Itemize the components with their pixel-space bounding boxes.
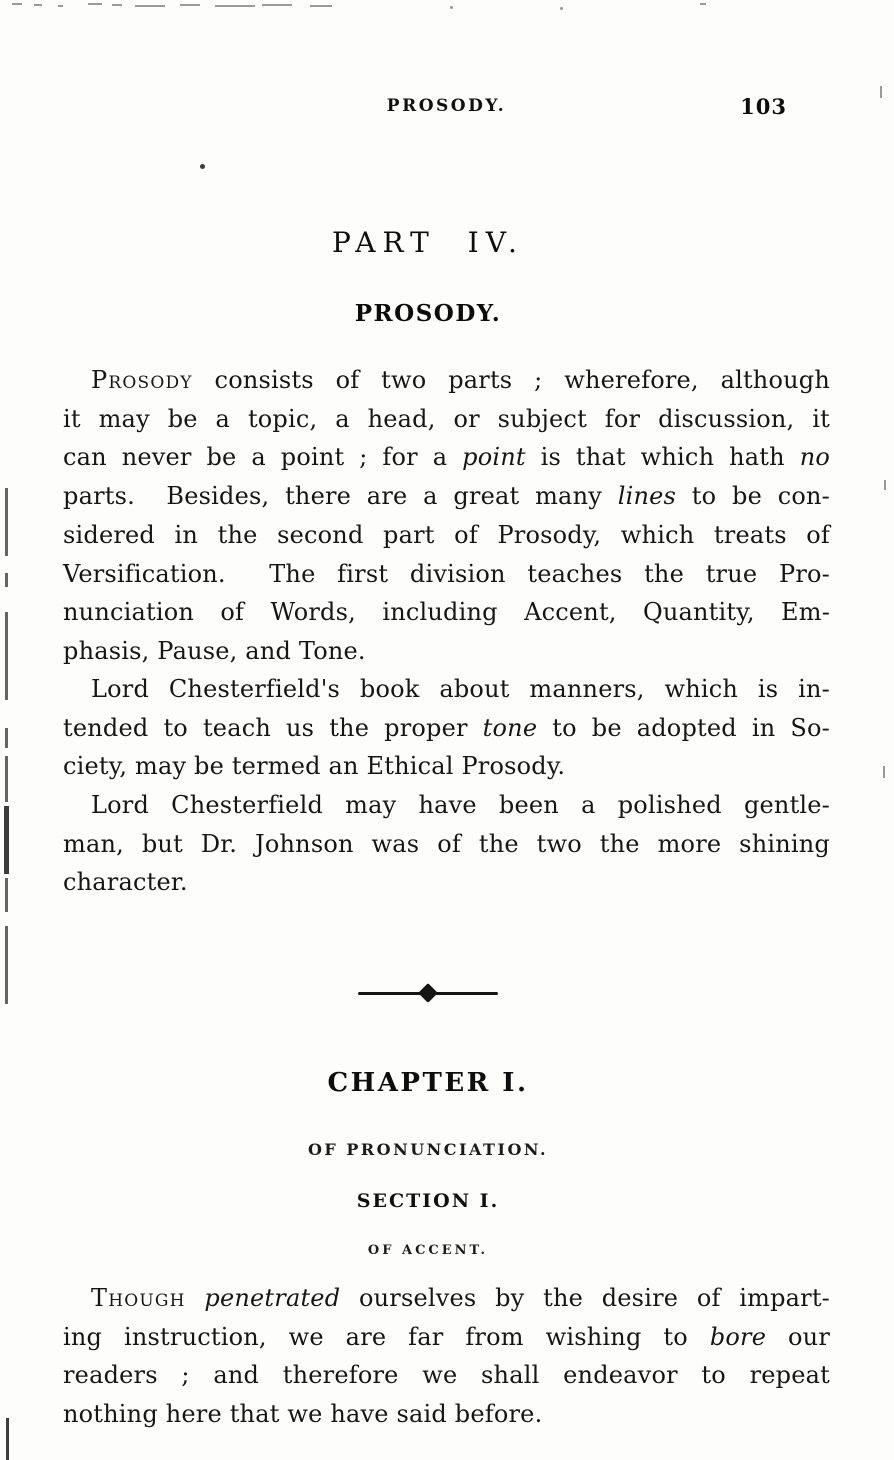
scan-artifact <box>5 573 8 587</box>
text-line: sidered in the second part of Prosody, which treats of <box>63 520 830 549</box>
page-number: 103 <box>740 94 787 119</box>
scan-artifact <box>5 926 8 1004</box>
section-title: SECTION I. <box>356 1190 500 1212</box>
scan-artifact <box>200 164 205 169</box>
text-line: nothing here that we have said before. <box>63 1400 543 1429</box>
scan-artifact <box>215 5 255 7</box>
text-line: character. <box>63 868 188 897</box>
scan-artifact <box>58 5 63 7</box>
text-line: Prosody consists of two parts ; wherefore, although <box>91 366 830 394</box>
scan-artifact <box>34 4 42 6</box>
chapter-title: CHAPTER I. <box>327 1068 529 1098</box>
text-line: ciety, may be termed an Ethical Prosody. <box>63 752 566 781</box>
part-title: PART IV. <box>332 226 524 259</box>
scan-artifact <box>5 878 8 912</box>
paragraph-though-penetrated <box>63 1279 830 1434</box>
text-line: readers ; and therefore we shall endeavor to repeat <box>63 1361 830 1390</box>
running-title: PROSODY. <box>386 96 507 116</box>
text-line: phasis, Pause, and Tone. <box>63 636 366 665</box>
scan-artifact <box>450 6 453 9</box>
chapter-subtitle: OF PRONUNCIATION. <box>307 1140 549 1159</box>
text-line: Versification. The first division teaches the true Pro- <box>63 559 830 588</box>
text-line: nunciation of Words, including Accent, Quantity, Em- <box>63 598 830 627</box>
paragraph-prosody-parts <box>63 361 830 671</box>
scan-artifact <box>4 806 9 874</box>
divider-diamond-icon <box>418 983 438 1003</box>
text-line: Though penetrated ourselves by the desire of impart- <box>91 1284 830 1312</box>
text-line: it may be a topic, a head, or subject for discussion, it <box>63 404 830 433</box>
scan-artifact <box>88 3 102 5</box>
text-line: Lord Chesterfield's book about manners, which is in- <box>91 675 830 703</box>
scan-artifact <box>883 766 885 778</box>
part-subtitle: PROSODY. <box>354 300 502 327</box>
text-line: Lord Chesterfield may have been a polished gentle- <box>91 791 830 819</box>
section-subtitle: OF ACCENT. <box>367 1243 489 1258</box>
scan-artifact <box>5 756 8 802</box>
scan-artifact <box>6 1418 9 1460</box>
running-header <box>63 96 830 124</box>
scan-artifact <box>884 480 886 490</box>
scan-artifact <box>310 5 332 7</box>
scan-artifact <box>112 4 122 6</box>
text-line: ing instruction, we are far from wishing to bore our <box>63 1322 830 1351</box>
scan-artifact <box>262 4 292 6</box>
scan-artifact <box>700 3 706 5</box>
scan-artifact <box>560 7 563 10</box>
scan-artifact <box>12 3 22 5</box>
text-line: can never be a point ; for a point is that which hath no <box>63 443 830 472</box>
text-line: man, but Dr. Johnson was of the two the more shining <box>63 829 830 858</box>
text-line: parts. Besides, there are a great many lines to be con- <box>63 482 830 511</box>
scan-artifact <box>880 86 882 98</box>
section-divider <box>43 985 813 1001</box>
scan-artifact <box>5 612 8 700</box>
text-line: tended to teach us the proper tone to be adopted in So- <box>63 713 830 742</box>
scan-artifact <box>5 488 8 556</box>
paragraph-chesterfield-johnson <box>63 786 830 902</box>
scan-artifact <box>180 4 200 6</box>
paragraph-chesterfield-book <box>63 670 830 786</box>
scan-artifact <box>135 5 165 7</box>
scan-artifact <box>5 728 8 748</box>
